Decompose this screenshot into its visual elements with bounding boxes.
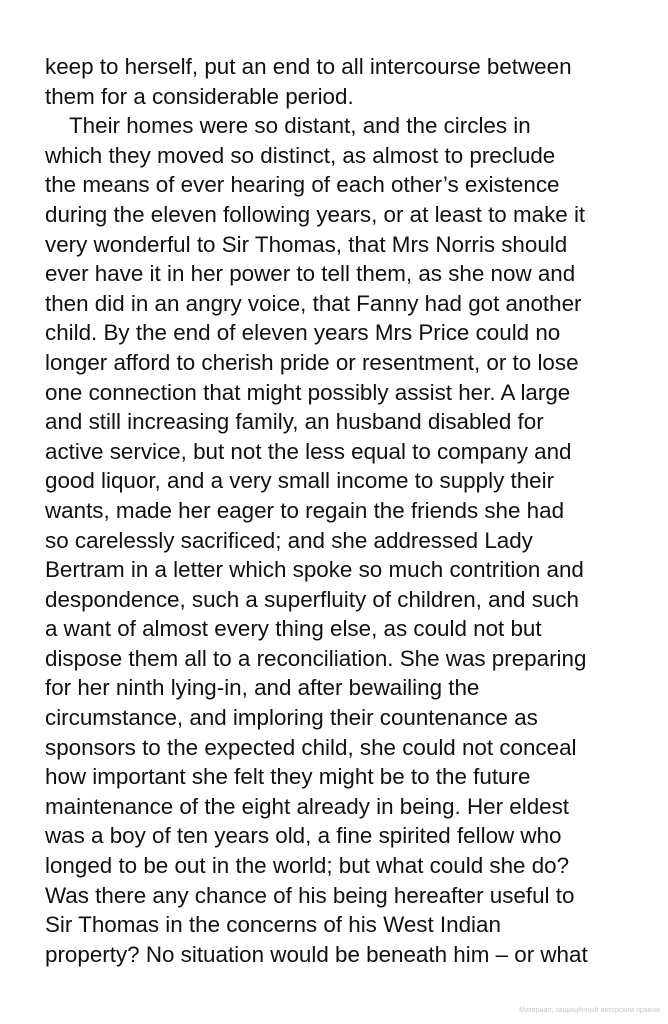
text-line: active service, but not the less equal to company and	[45, 438, 572, 464]
text-line: good liquor, and a very small income to supply their	[45, 468, 555, 494]
text-line: very wonderful to Sir Thomas, that Mrs Norris should	[45, 231, 568, 257]
text-line: so carelessly sacrificed; and she addressed Lady	[45, 527, 533, 553]
text-line: ever have it in her power to tell them, as she now and	[45, 261, 576, 287]
text-line: longer afford to cherish pride or resentment, or to lose	[45, 349, 579, 375]
text-line: wants, made her eager to regain the friends she had	[45, 497, 565, 523]
text-line: how important she felt they might be to the future	[45, 764, 531, 790]
text-line: for her ninth lying-in, and after bewailing the	[45, 675, 480, 701]
text-line: longed to be out in the world; but what could she do?	[45, 853, 570, 879]
text-line: and still increasing family, an husband disabled for	[45, 409, 544, 435]
text-line: the means of ever hearing of each other’s existence	[45, 172, 560, 198]
text-line: during the eleven following years, or at least to make it	[45, 201, 586, 227]
text-line: one connection that might possibly assist her. A large	[45, 379, 571, 405]
text-line: then did in an angry voice, that Fanny had got another	[45, 290, 582, 316]
text-line: which they moved so distinct, as almost to preclude	[45, 142, 556, 168]
text-line: keep to herself, put an end to all intercourse between	[45, 54, 572, 79]
text-line: them for a considerable period.	[45, 83, 354, 109]
text-line: Bertram in a letter which spoke so much contrition and	[45, 557, 584, 583]
text-line: Sir Thomas in the concerns of his West Indian	[45, 912, 501, 938]
text-line: was a boy of ten years old, a fine spirited fellow who	[45, 823, 562, 849]
text-line: maintenance of the eight already in being. Her eldest	[45, 793, 570, 819]
copyright-watermark: Материал, защищённый авторским правом	[519, 1007, 660, 1014]
text-line: sponsors to the expected child, she could not conceal	[45, 734, 577, 760]
text-line: Was there any chance of his being hereafter useful to	[45, 882, 575, 908]
text-line: circumstance, and imploring their countenance as	[45, 705, 538, 731]
paragraph-first-line: Their homes were so distant, and the circles in	[69, 113, 531, 139]
text-line: a want of almost every thing else, as could not but	[45, 616, 542, 642]
text-line: dispose them all to a reconciliation. She was preparing	[45, 645, 587, 671]
text-line: child. By the end of eleven years Mrs Price could no	[45, 320, 561, 346]
text-line: despondence, such a superfluity of children, and such	[45, 586, 579, 612]
text-line: property? No situation would be beneath him – or what	[45, 941, 588, 967]
body-text	[45, 52, 645, 969]
